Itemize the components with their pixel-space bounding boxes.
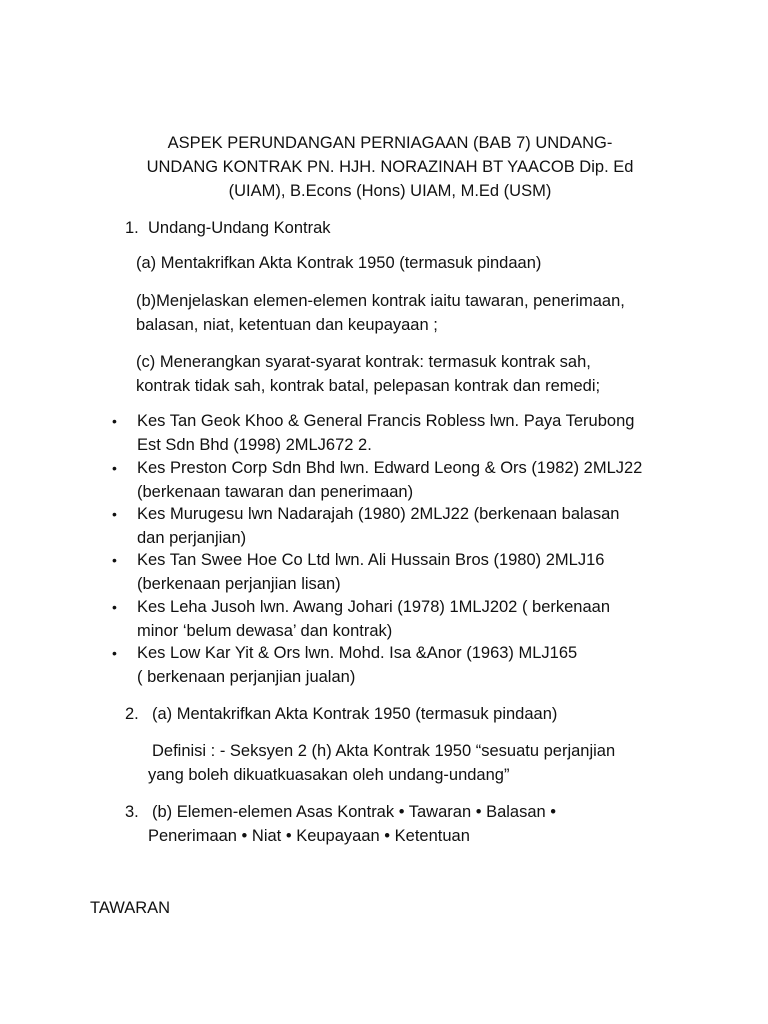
section1-item-b-line-2: balasan, niat, ketentuan dan keupayaan ; [136,316,438,334]
bullet-icon: • [112,599,117,615]
title-line-3: (UIAM), B.Econs (Hons) UIAM, M.Ed (USM) [228,182,552,200]
case-line-2: dan perjanjian) [137,528,247,547]
case-line-2: (berkenaan perjanjian lisan) [137,574,341,593]
case-line-2: minor ‘belum dewasa’ dan kontrak) [137,621,393,640]
section1-item-c-line-1: (c) Menerangkan syarat-syarat kontrak: termasuk kontrak sah, [136,353,591,371]
bullet-icon: • [112,645,117,661]
section2-number: 2. [125,705,139,723]
section2-definition-line-1: Definisi : - Seksyen 2 (h) Akta Kontrak 1950 “sesuatu perjanjian [152,742,616,760]
tawaran-heading: TAWARAN [90,899,171,917]
case-line-1: Kes Low Kar Yit & Ors lwn. Mohd. Isa &Anor (1963) MLJ165 [137,644,578,662]
case-line-2: (berkenaan tawaran dan penerimaan) [137,482,414,501]
section2-heading: (a) Mentakrifkan Akta Kontrak 1950 (termasuk pindaan) [152,705,558,723]
bullet-icon: • [112,506,117,522]
section1-item-a: (a) Mentakrifkan Akta Kontrak 1950 (termasuk pindaan) [136,254,542,272]
case-line-2: ( berkenaan perjanjian jualan) [137,667,356,686]
case-line-1: Kes Tan Geok Khoo & General Francis Robless lwn. Paya Terubong [137,412,635,430]
section3-number: 3. [125,803,139,821]
case-line-1: Kes Murugesu lwn Nadarajah (1980) 2MLJ22 (berkenaan balasan [137,505,620,523]
section3-line-1: (b) Elemen-elemen Asas Kontrak • Tawaran • Balasan • [152,803,557,821]
bullet-icon: • [112,413,117,429]
bullet-icon: • [112,460,117,476]
section2-definition-line-2: yang boleh dikuatkuasakan oleh undang-undang” [148,766,510,784]
bullet-icon: • [112,552,117,568]
case-line-2: Est Sdn Bhd (1998) 2MLJ672 2. [137,435,372,454]
section1-item-c-line-2: kontrak tidak sah, kontrak batal, pelepasan kontrak dan remedi; [136,377,601,395]
case-line-1: Kes Tan Swee Hoe Co Ltd lwn. Ali Hussain Bros (1980) 2MLJ16 [137,551,605,569]
section1-heading: Undang-Undang Kontrak [148,219,331,237]
case-line-1: Kes Preston Corp Sdn Bhd lwn. Edward Leong & Ors (1982) 2MLJ22 [137,459,643,477]
title-line-2: UNDANG KONTRAK PN. HJH. NORAZINAH BT YAACOB Dip. Ed [146,158,634,176]
document-title [130,131,650,203]
section3-line-2: Penerimaan • Niat • Keupayaan • Ketentuan [148,827,470,845]
section1-item-b-line-1: (b)Menjelaskan elemen-elemen kontrak iaitu tawaran, penerimaan, [136,292,625,310]
case-line-1: Kes Leha Jusoh lwn. Awang Johari (1978) 1MLJ202 ( berkenaan [137,598,610,616]
section1-number: 1. [125,219,139,237]
title-line-1: ASPEK PERUNDANGAN PERNIAGAAN (BAB 7) UNDANG- [167,134,613,152]
